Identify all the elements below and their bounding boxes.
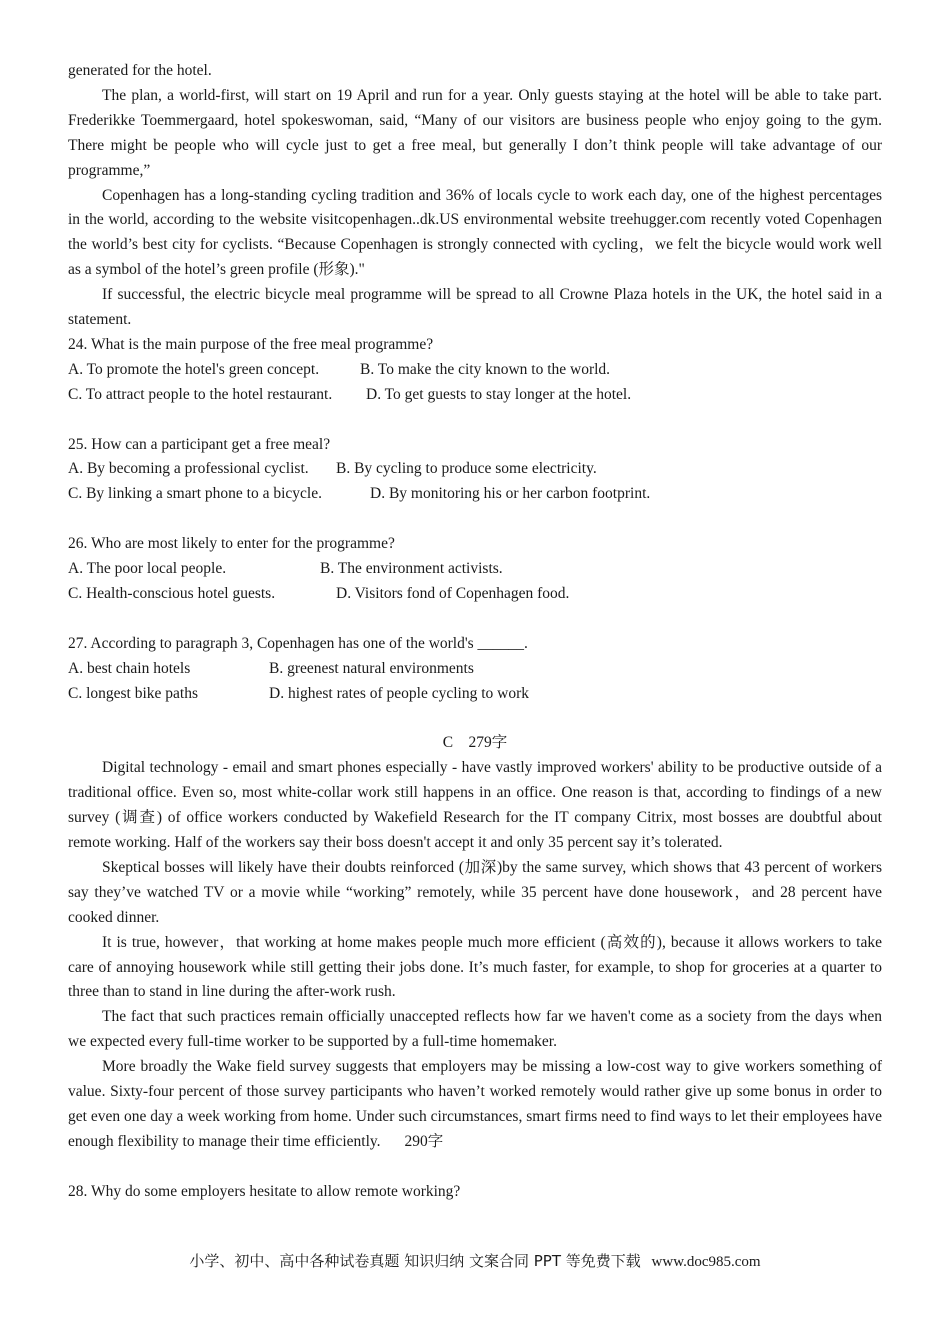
option-b: B. greenest natural environments	[269, 659, 474, 677]
option-d: D. highest rates of people cycling to work	[269, 684, 529, 702]
option-a: A. To promote the hotel's green concept.	[68, 360, 320, 378]
options-row	[68, 358, 882, 383]
option-a: A. By becoming a professional cyclist.	[68, 460, 309, 478]
paragraph-c-3: It is true, however，that working at home makes people much more efficient (高效的), because it allows workers to take care of annoying housework while still getting their jobs done. It’s much faster, for example, to shop for groceries at a quarter to three than to stand in line during the after-work rush.	[68, 933, 882, 1001]
options-row	[68, 682, 882, 707]
question-24	[68, 333, 882, 408]
paragraph-b-statement: If successful, the electric bicycle meal programme will be spread to all Crowne Plaza hotels in the UK, the hotel said in a statement.	[68, 286, 882, 329]
options-row	[68, 482, 882, 507]
document-body	[68, 59, 882, 1205]
page-footer	[0, 1250, 950, 1271]
question-stem: 24. What is the main purpose of the free meal programme?	[68, 335, 434, 353]
paragraph-c-2: Skeptical bosses will likely have their doubts reinforced (加深)by the same survey, which shows that 43 percent of workers say they’ve watched TV or a movie while “working” remotely, while 35 percent have done housework，and 28 percent have cooked dinner.	[68, 858, 882, 926]
question-stem: 26. Who are most likely to enter for the programme?	[68, 535, 395, 553]
option-d: D. By monitoring his or her carbon footprint.	[370, 485, 651, 503]
option-c: C. longest bike paths	[68, 684, 199, 702]
options-row	[68, 657, 882, 682]
paragraph-c-5	[68, 1055, 882, 1155]
section-c-heading: C 279字	[442, 734, 508, 752]
option-a: A. best chain hotels	[68, 659, 191, 677]
question-28-stem: 28. Why do some employers hesitate to allow remote working?	[68, 1182, 461, 1200]
paragraph-b-copenhagen: Copenhagen has a long-standing cycling tradition and 36% of locals cycle to work each day, one of the highest percentages in the world, according to the website visitcopenhagen..dk.US environmental website treehugger.com recently voted Copenhagen the world’s best city for cyclists. “Because Copenhagen is strongly connected with cycling，we felt the bicycle would work well as a symbol of the hotel’s green profile (形象)."	[68, 186, 882, 279]
paragraph-b-continued: generated for the hotel.	[68, 62, 212, 79]
option-c: C. To attract people to the hotel restaurant.	[68, 385, 333, 403]
footer-url[interactable]: www.doc985.com	[651, 1254, 761, 1270]
options-row	[68, 582, 882, 607]
question-stem: 25. How can a participant get a free meal?	[68, 435, 331, 453]
question-stem: 27. According to paragraph 3, Copenhagen has one of the world's ______.	[68, 634, 528, 652]
options-row	[68, 457, 882, 482]
options-row	[68, 383, 882, 408]
option-c: C. Health-conscious hotel guests.	[68, 585, 276, 602]
option-a: A. The poor local people.	[68, 560, 227, 578]
paragraph-c-4: The fact that such practices remain officially unaccepted reflects how far we haven't come as a society from the days when we expected every full-time worker to be supported by a full-time homemaker.	[68, 1008, 882, 1051]
question-27	[68, 632, 882, 707]
word-count: 290字	[404, 1132, 444, 1150]
paragraph-c-1: Digital technology - email and smart phones especially - have vastly improved workers' ability to be productive outside of a traditional office. Even so, most white-collar work still happens in an office. One reason is that, according to findings of a new survey (调查) of office workers conducted by Wakefield Research for the IT company Citrix, most bosses are doubtful about remote working. Half of the workers say their boss doesn't accept it and only 35 percent say it’s tolerated.	[68, 759, 882, 852]
option-b: B. The environment activists.	[320, 560, 503, 578]
footer-text: 小学、初中、高中各种试卷真题 知识归纳 文案合同 PPT 等免费下载	[189, 1252, 641, 1270]
option-b: B. To make the city known to the world.	[360, 360, 611, 378]
paragraph-c-5-text: More broadly the Wake field survey suggests that employers may be missing a low-cost way to give workers something of value. Sixty-four percent of those survey participants who haven’t worked remotely would rather give up some bonus in order to get even one day a week working from home. Under such circumstances, smart firms need to find ways to let their employees have enough flexibility to manage their time efficiently.	[68, 1058, 882, 1150]
option-d: D. To get guests to stay longer at the hotel.	[366, 385, 632, 403]
paragraph-b-plan: The plan, a world-first, will start on 19 April and run for a year. Only guests staying at the hotel will be able to take part. Frederikke Toemmergaard, hotel spokeswoman, said, “Many of our visitors are business people who enjoy going to the gym. There might be people who will cycle just to get a free meal, but generally I don’t think people will take advantage of our programme,”	[68, 86, 882, 179]
question-26	[68, 532, 882, 607]
option-d: D. Visitors fond of Copenhagen food.	[336, 585, 570, 602]
option-b: B. By cycling to produce some electricity.	[336, 460, 597, 478]
option-c: C. By linking a smart phone to a bicycle.	[68, 485, 322, 503]
options-row	[68, 557, 882, 582]
question-25	[68, 433, 882, 508]
